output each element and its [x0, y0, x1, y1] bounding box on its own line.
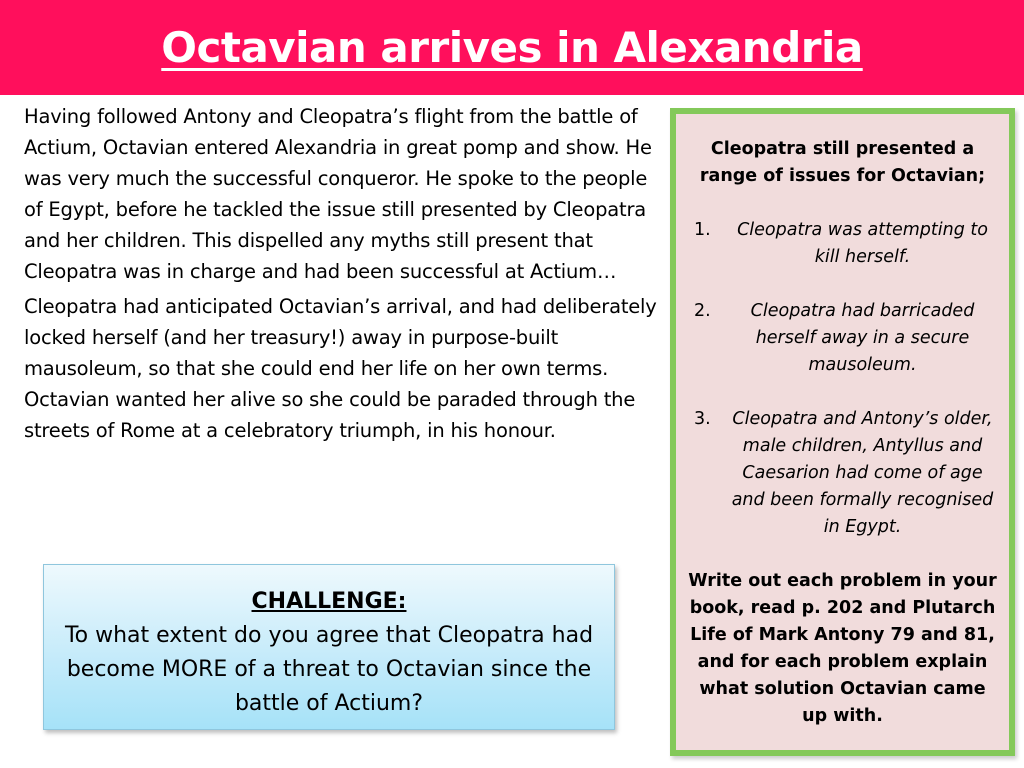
issue-number: 2.	[694, 301, 711, 321]
challenge-heading: CHALLENGE:	[251, 589, 407, 614]
issue-number: 3.	[694, 409, 711, 429]
issues-list	[688, 217, 997, 541]
panel-task: Write out each problem in your book, read p. 202 and Plutarch Life of Mark Antony 79 and 81, and for each problem explain what solution Octavian came up with.	[688, 571, 997, 726]
list-item	[688, 217, 997, 271]
issue-text: Cleopatra had barricaded herself away in a secure mausoleum.	[750, 301, 975, 375]
list-item	[688, 406, 997, 541]
list-item	[688, 298, 997, 379]
issue-number: 1.	[694, 220, 711, 240]
issues-panel	[670, 108, 1015, 756]
slide-title: Octavian arrives in Alexandria	[161, 23, 863, 72]
main-text	[24, 101, 664, 450]
mausoleum-paragraph: Cleopatra had anticipated Octavian’s arrival, and had deliberately locked herself (and her treasury!) away in purpose-built mausoleum, so that she could end her life on her own terms. Octavian wanted her alive so she could be paraded through the streets of Rome at a celebratory triumph, in his honour.	[24, 295, 657, 442]
title-banner	[0, 0, 1024, 95]
challenge-box	[43, 564, 615, 730]
intro-paragraph: Having followed Antony and Cleopatra’s flight from the battle of Actium, Octavian entered Alexandria in great pomp and show. He was very much the successful conqueror. He spoke to the people of Egypt, before he tackled the issue still presented by Cleopatra and her children. This dispelled any myths still present that Cleopatra was in charge and had been successful at Actium…	[24, 105, 652, 283]
issue-text: Cleopatra and Antony’s older, male children, Antyllus and Caesarion had come of age and been formally recognised in Egypt.	[731, 409, 994, 537]
panel-intro: Cleopatra still presented a range of issues for Octavian;	[699, 139, 986, 186]
issue-text: Cleopatra was attempting to kill herself.	[737, 220, 988, 267]
challenge-question: To what extent do you agree that Cleopatra had become MORE of a threat to Octavian since the battle of Actium?	[64, 623, 594, 716]
